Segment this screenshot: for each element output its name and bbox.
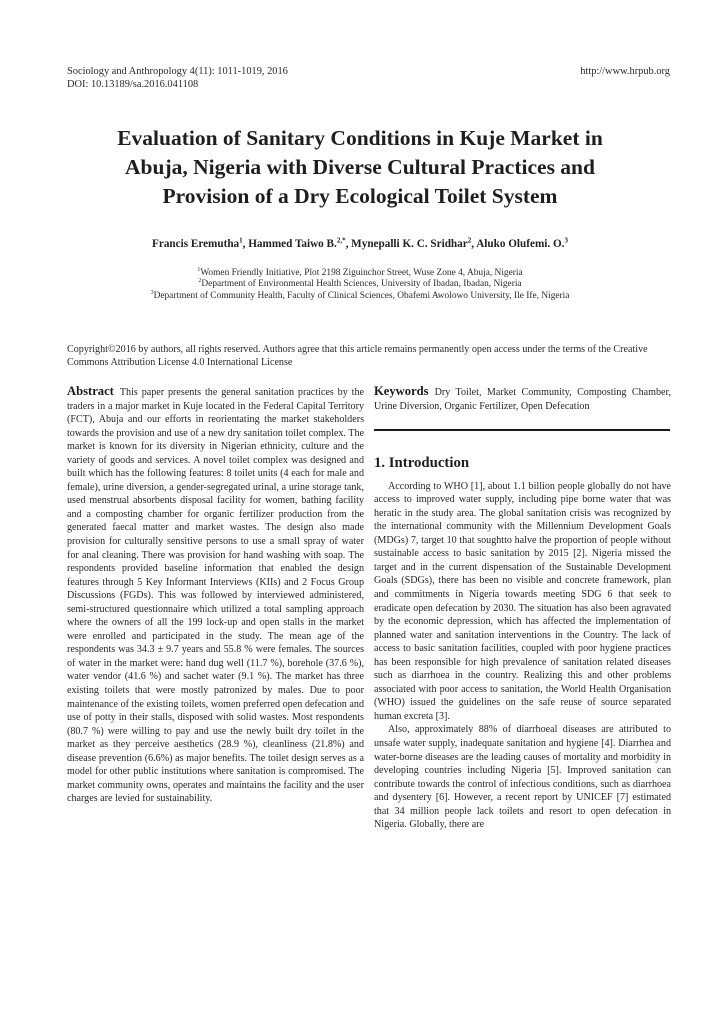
author-name: Mynepalli K. C. Sridhar — [351, 238, 468, 250]
author-affil-mark: 2 — [467, 236, 472, 245]
affiliations — [60, 268, 660, 302]
author-name: Hammed Taiwo B. — [248, 238, 337, 250]
affiliation: $^3$Department of Community Health, Faculty of Clinical Sciences, Obafemi Awolowo University, Ile Ife, Nigeria — [150, 289, 570, 301]
copyright-notice: Copyright©2016 by authors, all rights reserved. Authors agree that this article remains permanently open access under the terms of the Creative Commons Attribution License 4.0 International License — [67, 344, 648, 368]
author-list: Francis Eremutha$^1$, Hammed Taiwo B.$^{2,*}$, Mynepalli K. C. Sridhar$^2$, Aluko Olufemi. O.$^3$ — [152, 236, 568, 250]
title-line: Abuja, Nigeria with Diverse Cultural Practices and — [125, 155, 595, 179]
affiliation: $^1$Women Friendly Initiative, Plot 2198 Ziguinchor Street, Wuse Zone 4, Abuja, Nigeria — [197, 266, 523, 278]
author-name: Francis Eremutha — [152, 238, 240, 250]
title-line: Evaluation of Sanitary Conditions in Kuje Market in — [117, 126, 603, 150]
abstract-text: This paper presents the general sanitation practices by the traders in a major market in Kuje located in the Federal Capital Territory (FCT), Abuja and our efforts in reorientating the market stakeholders towards the provision and use of a new dry sanitation toilet complex. The market is known for its diversity in Nigerian ethnicity, culture and the variety of goods and services. A novel toilet complex was designed and built which has the following features: 8 toilet units (4 each for male and female), urine diversion, a gender-segregated urinal, a urine storage tank, used menstrual absorbents disposal facility for women, bathing facility and a composting chamber for organic fertilizer production from the generated faecal matter and market wastes. The design also made provision for culturally sensitive persons to use a small spray of water for anal cleaning. There was provision for hand washing with soap. The respondents provided baseline information that enabled the design features through 5 Key Informant Interviews (KIIs) and 2 Focus Group Discussions (FGDs). This was followed by interviewed administered, semi-structured questionnaire which utilized a total sampling approach where the owners of all the 199 lock-up and open stalls in the market were enrolled and participated in the study. The mean age of the respondents was 34.3 ± 9.7 years and 55.8 % were females. The sources of water in the market were: hand dug well (11.7 %), borehole (37.6 %), water vendor (41.6 %) and sachet water (9.1 %). The market has three existing toilets that were mostly patronized by males. Due to poor maintenance of the existing toilets, women preferred open defecation and use of potty in their stalls, disposed with solid wastes. Most respondents (80.7 %) were willing to pay and use the newly built dry toilet in the market as they perceive aesthetics (28.9 %), cleanliness (21.8%) and disease prevention (6.6%) as major benefits. The toilet design serves as a model for other public institutions where sanitation is compromised. The market community owns, operates and maintains the facility and the user charges are levied for sustainability. — [67, 387, 364, 805]
keywords-text: Dry Toilet, Market Community, Composting Chamber, Urine Diversion, Organic Fertilizer, Open Defecation — [374, 387, 671, 412]
abstract-label: Abstract — [67, 384, 114, 398]
journal-url[interactable]: http://www.hrpub.org — [580, 66, 670, 77]
author-affil-mark: 2,* — [336, 236, 346, 245]
author-name: Aluko Olufemi. O. — [476, 238, 565, 250]
keywords — [374, 385, 671, 413]
title-line: Provision of a Dry Ecological Toilet System — [162, 184, 558, 208]
right-column — [374, 385, 671, 832]
keywords-label: Keywords — [374, 384, 429, 398]
section-divider — [374, 429, 670, 431]
intro-paragraph: According to WHO [1], about 1.1 billion people globally do not have access to improved water supply, including pipe borne water that was heratic in the study area. The global sanitation crisis was recognized by the international community with the Millennium Development Goals (MDGs) 7, target 10 that soughtto halve the proportion of people without sustainable access to basic sanitation by 2015 [2]. Nigeria missed the target and in the current dispensation of the Sustainable Development Goals (SDGs), there has been no visible and concrete framework, plan and commitments in Nigeria towards meeting SDG 6 that seek to eradicate open defecation by 2030. The situation has also been agravated by the economic depression, which has affected the implementation of planned water and sanitation interventions in the Country. The lack of access to basic sanitation facilities, coupled with poor hygiene practices has been responsible for high prevalence of sanitation related diseases such as diarrhoea in the country. Realizing this and other problems associated with poor access to sanitation, the World Health Organisation (WHO) issued the guidelines on the safe reuse of source separated human excreta [3]. — [374, 480, 671, 722]
paper-title — [60, 124, 660, 211]
running-head — [67, 65, 670, 91]
doi: DOI: 10.13189/sa.2016.041108 — [67, 79, 199, 90]
affiliation: $^2$Department of Environmental Health Sciences, University of Ibadan, Ibadan, Nigeria — [198, 278, 522, 290]
abstract — [67, 385, 364, 806]
section-heading-introduction: 1. Introduction — [374, 455, 470, 472]
abstract-column — [67, 385, 364, 806]
intro-paragraph: Also, approximately 88% of diarrhoeal diseases are attributed to unsafe water supply, inadequate sanitation and hygiene [4]. Diarrhea and water-borne diseases are the leading causes of mortality and morbidity in developing countries including Nigeria [5]. Improved sanitation can contribute towards the control of infectious conditions, such as diarrhoea and dysentery [6]. However, a recent report by UNICEF [7] estimated that 34 million people lack toilets and resort to open defecation in Nigeria. Globally, there are — [374, 724, 671, 831]
author-affil-mark: 1 — [239, 236, 243, 245]
journal-citation: Sociology and Anthropology 4(11): 1011-1019, 2016 — [67, 66, 288, 77]
author-affil-mark: 3 — [564, 236, 568, 245]
